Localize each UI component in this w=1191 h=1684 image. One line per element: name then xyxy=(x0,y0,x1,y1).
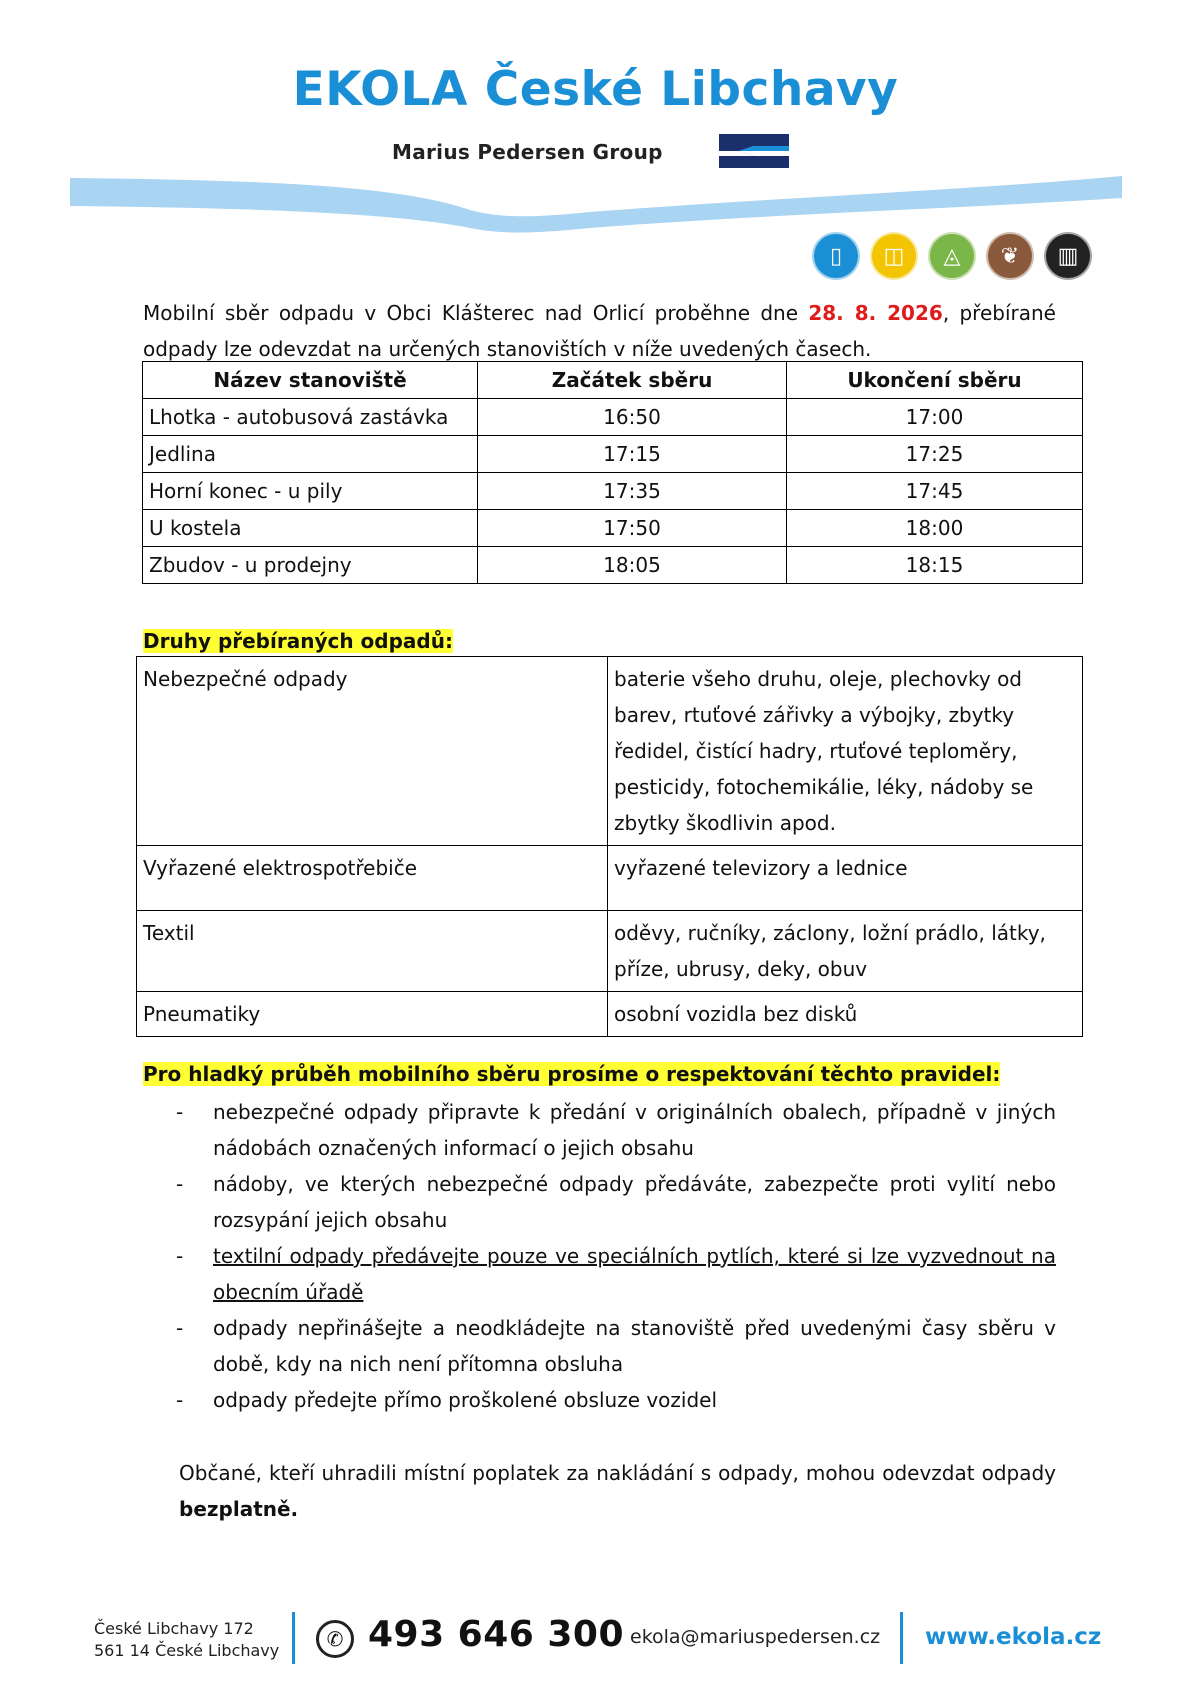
intro-paragraph xyxy=(143,295,1056,367)
closing-paragraph xyxy=(179,1455,1056,1527)
end-time: 17:25 xyxy=(787,436,1083,473)
footer-divider xyxy=(292,1612,295,1664)
table-row xyxy=(143,399,1083,436)
schedule-table xyxy=(142,361,1083,584)
footer-divider xyxy=(900,1612,903,1664)
waste-type: Textil xyxy=(137,911,608,992)
list-item xyxy=(176,1094,1056,1166)
bio-bin-icon: ❦ xyxy=(986,232,1034,280)
table-row xyxy=(137,911,1083,992)
site-name: Horní konec - u pily xyxy=(143,473,478,510)
table-row xyxy=(137,657,1083,846)
brand-title: EKOLA České Libchavy xyxy=(292,62,899,117)
list-dash: - xyxy=(176,1100,184,1124)
group-name: Marius Pedersen Group xyxy=(392,140,663,164)
rule-text: odpady předejte přímo proškolené obsluze vozidel xyxy=(213,1388,718,1412)
rule-text: textilní odpady předávejte pouze ve speciálních pytlích, které si lze vyzvednout na obecním úřadě xyxy=(213,1244,1056,1304)
rule-text: nebezpečné odpady připravte k předání v originálních obalech, případně v jiných nádobách označených informací o jejich obsahu xyxy=(213,1100,1056,1160)
rules-heading: Pro hladký průběh mobilního sběru prosíme o respektování těchto pravidel: xyxy=(143,1062,1001,1086)
waste-types-table xyxy=(136,656,1083,1037)
marius-pedersen-logo-icon xyxy=(719,134,789,168)
paper-bin-icon: ▯ xyxy=(812,232,860,280)
table-row xyxy=(143,510,1083,547)
table-header-row xyxy=(143,362,1083,399)
address-line: 561 14 České Libchavy xyxy=(94,1641,280,1660)
closing-bold: bezplatně. xyxy=(179,1497,299,1521)
collection-date: 28. 8. 2026 xyxy=(808,301,943,325)
footer-address xyxy=(94,1618,279,1662)
glass-bin-icon: ◬ xyxy=(928,232,976,280)
phone-icon: ✆ xyxy=(316,1620,354,1658)
waste-description: vyřazené televizory a lednice xyxy=(608,846,1083,911)
header-wave xyxy=(70,168,1122,238)
column-header: Ukončení sběru xyxy=(787,362,1083,399)
list-dash: - xyxy=(176,1172,184,1196)
start-time: 17:35 xyxy=(478,473,787,510)
start-time: 16:50 xyxy=(478,399,787,436)
waste-type: Vyřazené elektrospotřebiče xyxy=(137,846,608,911)
list-item xyxy=(176,1166,1056,1238)
plastic-bin-icon: ◫ xyxy=(870,232,918,280)
rule-text: nádoby, ve kterých nebezpečné odpady předáváte, zabezpečte proti vylití nebo rozsypání jejich obsahu xyxy=(213,1172,1056,1232)
footer-email[interactable]: ekola@mariuspedersen.cz xyxy=(630,1626,881,1648)
waste-category-icons xyxy=(812,232,1092,280)
mixed-bin-icon: ▥ xyxy=(1044,232,1092,280)
list-dash: - xyxy=(176,1316,184,1340)
end-time: 17:00 xyxy=(787,399,1083,436)
waste-type: Pneumatiky xyxy=(137,992,608,1037)
site-name: Zbudov - u prodejny xyxy=(143,547,478,584)
end-time: 17:45 xyxy=(787,473,1083,510)
column-header: Název stanoviště xyxy=(143,362,478,399)
table-row xyxy=(143,547,1083,584)
waste-description: oděvy, ručníky, záclony, ložní prádlo, látky, příze, ubrusy, deky, obuv xyxy=(608,911,1083,992)
table-row xyxy=(143,473,1083,510)
intro-text-after: , přebírané odpady lze odevzdat na určených stanovištích v níže uvedených časech. xyxy=(143,301,1056,361)
site-name: Jedlina xyxy=(143,436,478,473)
list-item xyxy=(176,1310,1056,1382)
table-row xyxy=(143,436,1083,473)
list-dash: - xyxy=(176,1244,184,1268)
footer-website[interactable]: www.ekola.cz xyxy=(925,1624,1102,1650)
list-item xyxy=(176,1238,1056,1310)
address-line: České Libchavy 172 xyxy=(94,1619,254,1638)
site-name: Lhotka - autobusová zastávka xyxy=(143,399,478,436)
table-row xyxy=(137,992,1083,1037)
waste-description: osobní vozidla bez disků xyxy=(608,992,1083,1037)
closing-text: Občané, kteří uhradili místní poplatek za nakládání s odpady, mohou odevzdat odpady xyxy=(179,1461,1056,1485)
end-time: 18:15 xyxy=(787,547,1083,584)
start-time: 17:15 xyxy=(478,436,787,473)
waste-description: baterie všeho druhu, oleje, plechovky od barev, rtuťové zářivky a výbojky, zbytky ředidel, čistící hadry, rtuťové teploměry, pesticidy, fotochemikálie, léky, nádoby se zbytky škodlivin apod. xyxy=(608,657,1083,846)
list-item xyxy=(176,1382,1056,1418)
column-header: Začátek sběru xyxy=(478,362,787,399)
table-row xyxy=(137,846,1083,911)
waste-types-heading: Druhy přebíraných odpadů: xyxy=(143,629,453,653)
end-time: 18:00 xyxy=(787,510,1083,547)
start-time: 17:50 xyxy=(478,510,787,547)
intro-text-before: Mobilní sběr odpadu v Obci Klášterec nad Orlicí proběhne dne xyxy=(143,301,809,325)
start-time: 18:05 xyxy=(478,547,787,584)
waste-type: Nebezpečné odpady xyxy=(137,657,608,846)
rule-text: odpady nepřinášejte a neodkládejte na stanoviště před uvedenými časy sběru v době, kdy na nich není přítomna obsluha xyxy=(213,1316,1056,1376)
rules-list xyxy=(176,1094,1056,1418)
site-name: U kostela xyxy=(143,510,478,547)
footer-phone[interactable]: 493 646 300 xyxy=(368,1614,625,1655)
list-dash: - xyxy=(176,1388,184,1412)
